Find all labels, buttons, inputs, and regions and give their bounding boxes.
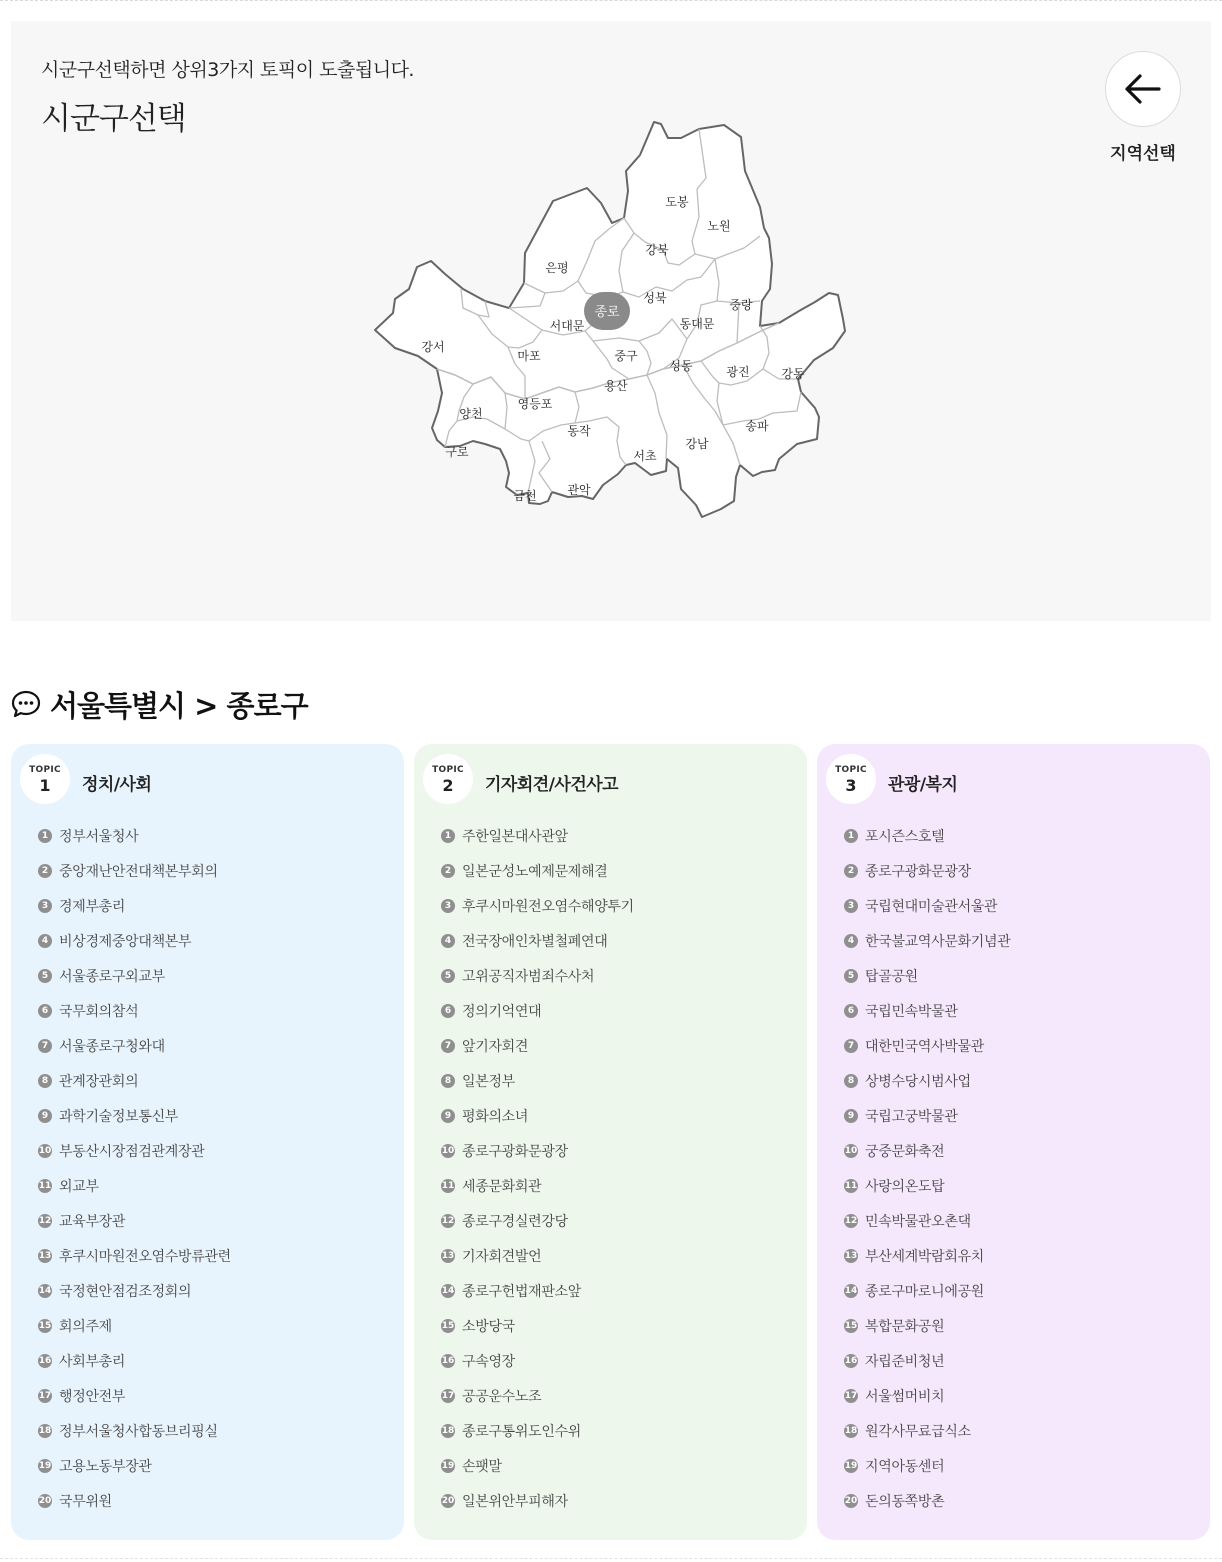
keyword-item[interactable] xyxy=(38,853,231,888)
keyword-text: 서울썸머비치 xyxy=(865,1388,945,1405)
district-nowon[interactable]: 노원 xyxy=(707,219,731,233)
rank-badge: 15 xyxy=(38,1320,52,1331)
keyword-text: 부산세계박람회유치 xyxy=(865,1248,985,1265)
topic-badge xyxy=(826,754,876,804)
district-yangcheon[interactable]: 양천 xyxy=(459,407,483,421)
keyword-text: 돈의동쪽방촌 xyxy=(865,1493,945,1510)
keyword-item[interactable] xyxy=(38,1168,231,1203)
rank-badge: 2 xyxy=(38,864,52,878)
seoul-district-map xyxy=(11,21,1211,621)
keyword-text: 기자회견발언 xyxy=(462,1248,542,1265)
district-yeongdeungpo[interactable]: 영등포 xyxy=(517,397,553,411)
topic-tag: TOPIC xyxy=(432,765,464,775)
keyword-text: 사회부총리 xyxy=(59,1353,126,1370)
keyword-item[interactable] xyxy=(441,853,634,888)
topic-badge xyxy=(20,754,70,804)
district-selector-panel xyxy=(11,21,1211,621)
keyword-item[interactable] xyxy=(38,1378,231,1413)
keyword-item[interactable] xyxy=(844,1308,1010,1343)
keyword-text: 종로구광화문광장 xyxy=(462,1143,568,1160)
rank-badge: 7 xyxy=(38,1039,52,1053)
keyword-item[interactable] xyxy=(844,853,1010,888)
keyword-item[interactable] xyxy=(38,1063,231,1098)
rank-badge: 6 xyxy=(844,1004,858,1018)
keyword-item[interactable] xyxy=(38,958,231,993)
district-gwangjin[interactable]: 광진 xyxy=(726,365,750,379)
keyword-text: 비상경제중앙대책본부 xyxy=(59,933,192,950)
rank-badge: 4 xyxy=(844,934,858,948)
district-seocho[interactable]: 서초 xyxy=(633,449,657,463)
keyword-item[interactable] xyxy=(441,1203,634,1238)
keyword-text: 후쿠시마원전오염수해양투기 xyxy=(462,898,634,915)
keyword-item[interactable] xyxy=(844,1273,1010,1308)
rank-badge: 18 xyxy=(441,1425,455,1436)
district-jongno[interactable]: 종로 xyxy=(594,305,620,320)
chat-bubble-icon xyxy=(10,688,42,720)
rank-badge: 3 xyxy=(38,899,52,913)
keyword-text: 세종문화회관 xyxy=(462,1178,542,1195)
keyword-item[interactable] xyxy=(441,1273,634,1308)
district-dobong[interactable]: 도봉 xyxy=(665,195,689,209)
rank-badge: 17 xyxy=(844,1390,858,1401)
rank-badge: 13 xyxy=(441,1250,455,1261)
keyword-item[interactable] xyxy=(38,1098,231,1133)
keyword-item[interactable] xyxy=(38,1273,231,1308)
topic-title: 기자회견/사건사고 xyxy=(485,775,619,795)
rank-badge: 10 xyxy=(844,1145,858,1156)
keyword-item[interactable] xyxy=(38,1343,231,1378)
keyword-item[interactable] xyxy=(38,1133,231,1168)
keyword-text: 지역아동센터 xyxy=(865,1458,945,1475)
keyword-text: 정의기억연대 xyxy=(462,1003,542,1020)
keyword-text: 공공운수노조 xyxy=(462,1388,542,1405)
keyword-item[interactable] xyxy=(844,993,1010,1028)
bottom-divider xyxy=(0,1558,1222,1559)
rank-badge: 8 xyxy=(844,1074,858,1088)
rank-badge: 13 xyxy=(844,1250,858,1261)
district-songpa[interactable]: 송파 xyxy=(745,419,769,433)
rank-badge: 3 xyxy=(441,899,455,913)
keyword-text: 서울종로구외교부 xyxy=(59,968,165,985)
district-guro[interactable]: 구로 xyxy=(445,445,469,459)
keyword-item[interactable] xyxy=(441,818,634,853)
district-seongdong[interactable]: 성동 xyxy=(669,359,693,373)
rank-badge: 16 xyxy=(844,1355,858,1366)
rank-badge: 11 xyxy=(38,1180,52,1191)
keyword-item[interactable] xyxy=(441,1378,634,1413)
keyword-list xyxy=(38,818,231,1518)
keyword-text: 일본정부 xyxy=(462,1073,515,1090)
keyword-item[interactable] xyxy=(844,1448,1010,1483)
keyword-item[interactable] xyxy=(38,818,231,853)
topic-card-2 xyxy=(414,744,807,1540)
topic-number: 1 xyxy=(39,776,51,795)
district-mapo[interactable]: 마포 xyxy=(517,349,541,363)
keyword-list xyxy=(844,818,1010,1518)
rank-badge: 6 xyxy=(38,1004,52,1018)
rank-badge: 16 xyxy=(441,1355,455,1366)
rank-badge: 5 xyxy=(38,969,52,983)
keyword-item[interactable] xyxy=(844,1343,1010,1378)
keyword-item[interactable] xyxy=(441,1168,634,1203)
keyword-text: 자립준비청년 xyxy=(865,1353,945,1370)
back-to-region-button[interactable] xyxy=(1105,51,1181,127)
keyword-text: 손팻말 xyxy=(462,1458,502,1475)
keyword-text: 회의주제 xyxy=(59,1318,112,1335)
keyword-text: 국무회의참석 xyxy=(59,1003,139,1020)
rank-badge: 20 xyxy=(38,1495,52,1506)
rank-badge: 8 xyxy=(38,1074,52,1088)
keyword-text: 전국장애인차별철폐연대 xyxy=(462,933,608,950)
rank-badge: 19 xyxy=(441,1460,455,1471)
rank-badge: 13 xyxy=(38,1250,52,1261)
keyword-item[interactable] xyxy=(441,958,634,993)
district-jungnang[interactable]: 중랑 xyxy=(729,298,753,312)
keyword-item[interactable] xyxy=(441,1483,634,1518)
keyword-item[interactable] xyxy=(38,888,231,923)
keyword-item[interactable] xyxy=(844,1133,1010,1168)
keyword-text: 교육부장관 xyxy=(59,1213,126,1230)
keyword-text: 국립현대미술관서울관 xyxy=(865,898,998,915)
rank-badge: 2 xyxy=(844,864,858,878)
keyword-item[interactable] xyxy=(844,1413,1010,1448)
keyword-text: 일본군성노예제문제해결 xyxy=(462,863,608,880)
keyword-item[interactable] xyxy=(441,1238,634,1273)
keyword-item[interactable] xyxy=(38,1448,231,1483)
district-yongsan[interactable]: 용산 xyxy=(604,379,628,393)
rank-badge: 17 xyxy=(38,1390,52,1401)
keyword-text: 궁중문화축전 xyxy=(865,1143,945,1160)
keyword-text: 소방당국 xyxy=(462,1318,515,1335)
keyword-item[interactable] xyxy=(844,888,1010,923)
rank-badge: 1 xyxy=(844,829,858,843)
rank-badge: 18 xyxy=(844,1425,858,1436)
keyword-text: 과학기술정보통신부 xyxy=(59,1108,179,1125)
keyword-text: 한국불교역사문화기념관 xyxy=(865,933,1011,950)
keyword-text: 고위공직자범죄수사처 xyxy=(462,968,595,985)
keyword-item[interactable] xyxy=(441,1308,634,1343)
rank-badge: 1 xyxy=(441,829,455,843)
region-breadcrumb xyxy=(10,684,308,724)
keyword-text: 종로구통위도인수위 xyxy=(462,1423,582,1440)
keyword-item[interactable] xyxy=(441,1448,634,1483)
keyword-item[interactable] xyxy=(38,1028,231,1063)
keyword-item[interactable] xyxy=(844,1028,1010,1063)
keyword-item[interactable] xyxy=(441,1098,634,1133)
rank-badge: 12 xyxy=(441,1215,455,1226)
keyword-item[interactable] xyxy=(38,1203,231,1238)
keyword-item[interactable] xyxy=(844,1203,1010,1238)
district-junggu[interactable]: 중구 xyxy=(614,349,638,363)
rank-badge: 14 xyxy=(844,1285,858,1296)
rank-badge: 12 xyxy=(38,1215,52,1226)
topic-title: 관광/복지 xyxy=(888,775,958,795)
rank-badge: 9 xyxy=(441,1109,455,1123)
keyword-text: 사랑의온도탑 xyxy=(865,1178,945,1195)
keyword-item[interactable] xyxy=(38,1238,231,1273)
rank-badge: 4 xyxy=(38,934,52,948)
district-eunpyeong[interactable]: 은평 xyxy=(545,261,569,275)
keyword-item[interactable] xyxy=(38,993,231,1028)
rank-badge: 9 xyxy=(38,1109,52,1123)
keyword-text: 정부서울청사합동브리핑실 xyxy=(59,1423,218,1440)
rank-badge: 7 xyxy=(441,1039,455,1053)
keyword-text: 평화의소녀 xyxy=(462,1108,529,1125)
district-gangnam[interactable]: 강남 xyxy=(685,437,709,451)
topic-number: 2 xyxy=(442,776,454,795)
keyword-text: 포시즌스호텔 xyxy=(865,828,945,845)
rank-badge: 19 xyxy=(38,1460,52,1471)
rank-badge: 8 xyxy=(441,1074,455,1088)
topic-number: 3 xyxy=(845,776,857,795)
keyword-text: 후쿠시마원전오염수방류관련 xyxy=(59,1248,231,1265)
keyword-text: 복합문화공원 xyxy=(865,1318,945,1335)
rank-badge: 17 xyxy=(441,1390,455,1401)
rank-badge: 18 xyxy=(38,1425,52,1436)
keyword-item[interactable] xyxy=(844,1168,1010,1203)
keyword-text: 종로구경실련강당 xyxy=(462,1213,568,1230)
arrow-left-icon xyxy=(1123,73,1163,105)
district-geumcheon[interactable]: 금천 xyxy=(513,489,537,503)
district-dongjak[interactable]: 동작 xyxy=(567,424,591,438)
keyword-text: 중앙재난안전대책본부회의 xyxy=(59,863,218,880)
selector-hint: 시군구선택하면 상위3가지 토픽이 도출됩니다. xyxy=(41,59,414,81)
keyword-text: 국립민속박물관 xyxy=(865,1003,958,1020)
keyword-text: 종로구광화문광장 xyxy=(865,863,971,880)
rank-badge: 12 xyxy=(844,1215,858,1226)
rank-badge: 6 xyxy=(441,1004,455,1018)
keyword-item[interactable] xyxy=(38,923,231,958)
keyword-item[interactable] xyxy=(844,1483,1010,1518)
keyword-text: 대한민국역사박물관 xyxy=(865,1038,985,1055)
rank-badge: 15 xyxy=(441,1320,455,1331)
keyword-item[interactable] xyxy=(38,1413,231,1448)
keyword-text: 서울종로구청와대 xyxy=(59,1038,165,1055)
district-dongdaemun[interactable]: 동대문 xyxy=(679,317,715,331)
keyword-item[interactable] xyxy=(441,993,634,1028)
keyword-item[interactable] xyxy=(844,1063,1010,1098)
keyword-text: 종로구마로니에공원 xyxy=(865,1283,985,1300)
keyword-item[interactable] xyxy=(844,1238,1010,1273)
district-gangseo[interactable]: 강서 xyxy=(421,340,445,354)
rank-badge: 10 xyxy=(441,1145,455,1156)
district-seodaemun[interactable]: 서대문 xyxy=(549,319,585,333)
top-divider xyxy=(0,0,1222,1)
keyword-text: 행정안전부 xyxy=(59,1388,126,1405)
topic-card-1 xyxy=(11,744,404,1540)
rank-badge: 3 xyxy=(844,899,858,913)
rank-badge: 11 xyxy=(844,1180,858,1191)
keyword-text: 앞기자회견 xyxy=(462,1038,529,1055)
keyword-text: 탑골공원 xyxy=(865,968,918,985)
district-gangbuk[interactable]: 강북 xyxy=(645,243,669,257)
keyword-text: 외교부 xyxy=(59,1178,99,1195)
keyword-text: 고용노동부장관 xyxy=(59,1458,152,1475)
breadcrumb-text: 서울특별시 > 종로구 xyxy=(50,688,308,723)
keyword-list xyxy=(441,818,634,1518)
keyword-item[interactable] xyxy=(441,923,634,958)
keyword-item[interactable] xyxy=(844,818,1010,853)
rank-badge: 5 xyxy=(844,969,858,983)
topic-tag: TOPIC xyxy=(29,765,61,775)
district-gwanak[interactable]: 관악 xyxy=(567,483,591,497)
rank-badge: 20 xyxy=(844,1495,858,1506)
back-to-region-label[interactable]: 지역선택 xyxy=(1110,144,1176,164)
keyword-item[interactable] xyxy=(38,1308,231,1343)
district-gangdong[interactable]: 강동 xyxy=(781,367,805,381)
rank-badge: 1 xyxy=(38,829,52,843)
keyword-item[interactable] xyxy=(38,1483,231,1518)
keyword-item[interactable] xyxy=(844,1098,1010,1133)
topic-badge xyxy=(423,754,473,804)
keyword-item[interactable] xyxy=(441,1343,634,1378)
district-seongbuk[interactable]: 성북 xyxy=(643,291,667,305)
keyword-text: 경제부총리 xyxy=(59,898,126,915)
rank-badge: 11 xyxy=(441,1180,455,1191)
rank-badge: 5 xyxy=(441,969,455,983)
keyword-text: 국정현안점검조정회의 xyxy=(59,1283,192,1300)
topic-title: 정치/사회 xyxy=(82,775,152,795)
keyword-text: 정부서울청사 xyxy=(59,828,139,845)
rank-badge: 7 xyxy=(844,1039,858,1053)
keyword-text: 일본위안부피해자 xyxy=(462,1493,568,1510)
keyword-text: 구속영장 xyxy=(462,1353,515,1370)
rank-badge: 2 xyxy=(441,864,455,878)
rank-badge: 20 xyxy=(441,1495,455,1506)
rank-badge: 19 xyxy=(844,1460,858,1471)
rank-badge: 15 xyxy=(844,1320,858,1331)
rank-badge: 10 xyxy=(38,1145,52,1156)
topic-card-3 xyxy=(817,744,1210,1540)
keyword-text: 종로구헌법재판소앞 xyxy=(462,1283,582,1300)
keyword-text: 주한일본대사관앞 xyxy=(462,828,568,845)
keyword-text: 부동산시장점검관계장관 xyxy=(59,1143,205,1160)
rank-badge: 14 xyxy=(441,1285,455,1296)
rank-badge: 4 xyxy=(441,934,455,948)
keyword-item[interactable] xyxy=(441,888,634,923)
selector-title: 시군구선택 xyxy=(41,101,186,137)
keyword-item[interactable] xyxy=(441,1413,634,1448)
keyword-text: 국무위원 xyxy=(59,1493,112,1510)
rank-badge: 14 xyxy=(38,1285,52,1296)
keyword-text: 원각사무료급식소 xyxy=(865,1423,971,1440)
keyword-text: 국립고궁박물관 xyxy=(865,1108,958,1125)
keyword-item[interactable] xyxy=(844,1378,1010,1413)
topic-tag: TOPIC xyxy=(835,765,867,775)
rank-badge: 16 xyxy=(38,1355,52,1366)
keyword-item[interactable] xyxy=(844,958,1010,993)
rank-badge: 9 xyxy=(844,1109,858,1123)
keyword-item[interactable] xyxy=(441,1028,634,1063)
keyword-item[interactable] xyxy=(441,1063,634,1098)
keyword-text: 민속박물관오촌댁 xyxy=(865,1213,971,1230)
keyword-text: 관계장관회의 xyxy=(59,1073,139,1090)
keyword-item[interactable] xyxy=(441,1133,634,1168)
keyword-item[interactable] xyxy=(844,923,1010,958)
keyword-text: 상병수당시범사업 xyxy=(865,1073,971,1090)
